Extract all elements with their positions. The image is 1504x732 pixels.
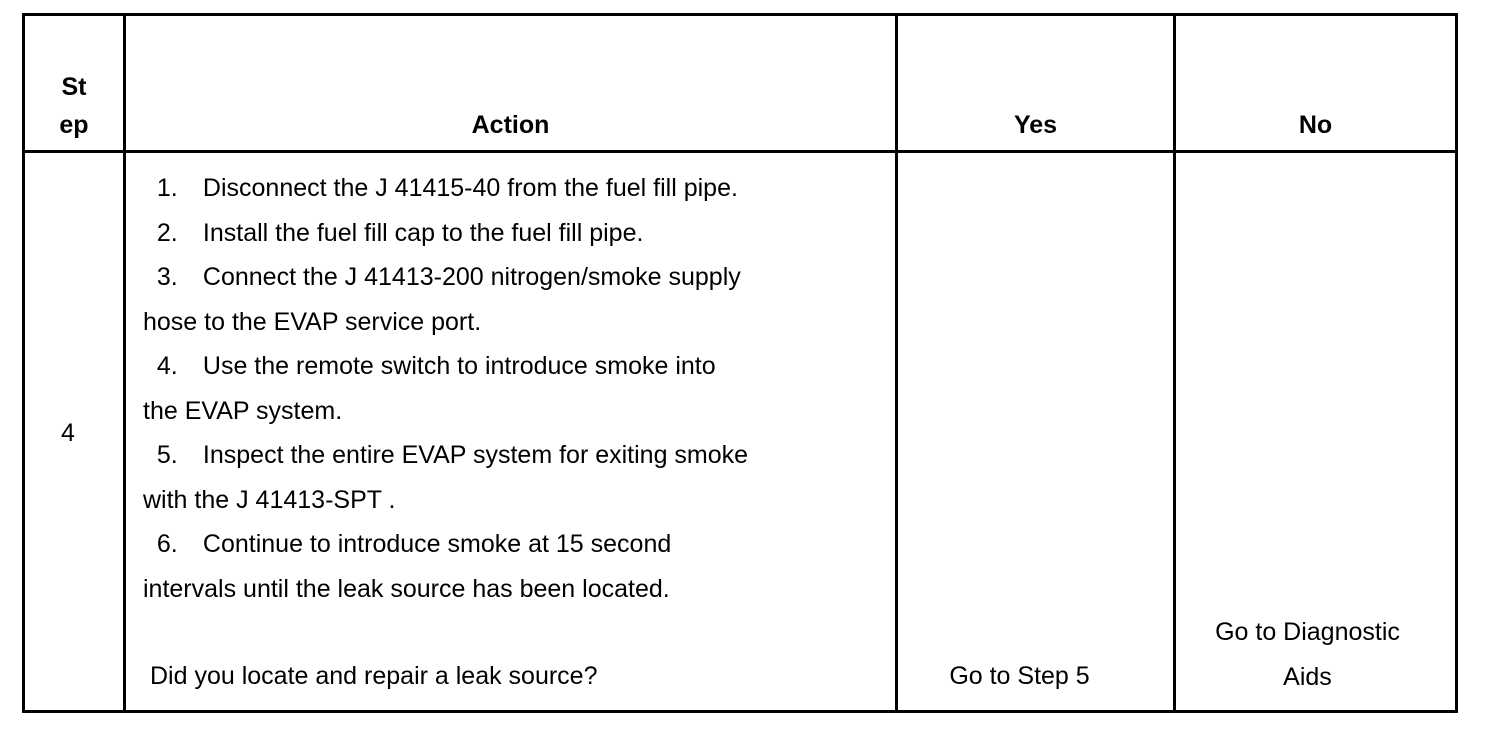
list-item-text: Install the fuel fill cap to the fuel fill pipe. — [202, 218, 644, 247]
header-no: No — [1298, 111, 1333, 139]
yes-outcome: Go to Step 5 — [949, 662, 1090, 690]
list-item-number: 4. — [156, 352, 178, 380]
list-item-continuation: the EVAP system. — [143, 396, 343, 425]
action-list — [143, 166, 748, 611]
header-action: Action — [471, 111, 550, 139]
table-border-bottom — [22, 710, 1458, 713]
diagnostic-table — [22, 13, 1458, 713]
question-text: Did you locate and repair a leak source? — [150, 662, 598, 690]
list-item — [143, 433, 748, 478]
list-item-text: Connect the J 41413-200 nitrogen/smoke supply — [202, 263, 741, 291]
list-item — [143, 522, 748, 567]
no-outcome — [1176, 610, 1439, 699]
list-item-continuation: hose to the EVAP service port. — [143, 307, 482, 336]
table-border-right — [1455, 13, 1458, 713]
list-item-number: 5. — [156, 441, 178, 469]
list-item-number: 1. — [156, 174, 178, 202]
no-outcome-line1: Go to Diagnostic — [1215, 618, 1400, 646]
header-divider — [22, 150, 1458, 153]
no-outcome-line2: Aids — [1283, 662, 1332, 691]
list-item-text: Use the remote switch to introduce smoke into — [202, 352, 716, 380]
list-item-number: 6. — [156, 530, 178, 558]
list-item — [143, 255, 748, 300]
list-item — [143, 344, 748, 389]
step-number: 4 — [61, 419, 75, 447]
header-step — [25, 68, 123, 144]
header-yes: Yes — [1013, 111, 1058, 139]
list-item — [143, 211, 748, 256]
list-item — [143, 166, 748, 211]
list-item-continuation: with the J 41413-SPT . — [143, 485, 396, 514]
header-step-line1: St — [61, 73, 87, 101]
list-item-text: Inspect the entire EVAP system for exiting smoke — [202, 441, 749, 469]
list-item-number: 2. — [156, 218, 178, 247]
list-item-number: 3. — [156, 263, 178, 291]
list-item-continuation: intervals until the leak source has been located. — [143, 574, 670, 603]
header-step-line2: ep — [59, 111, 89, 139]
table-border-top — [22, 13, 1458, 16]
list-item-text: Continue to introduce smoke at 15 second — [202, 530, 672, 558]
list-item-text: Disconnect the J 41415-40 from the fuel fill pipe. — [202, 174, 738, 202]
